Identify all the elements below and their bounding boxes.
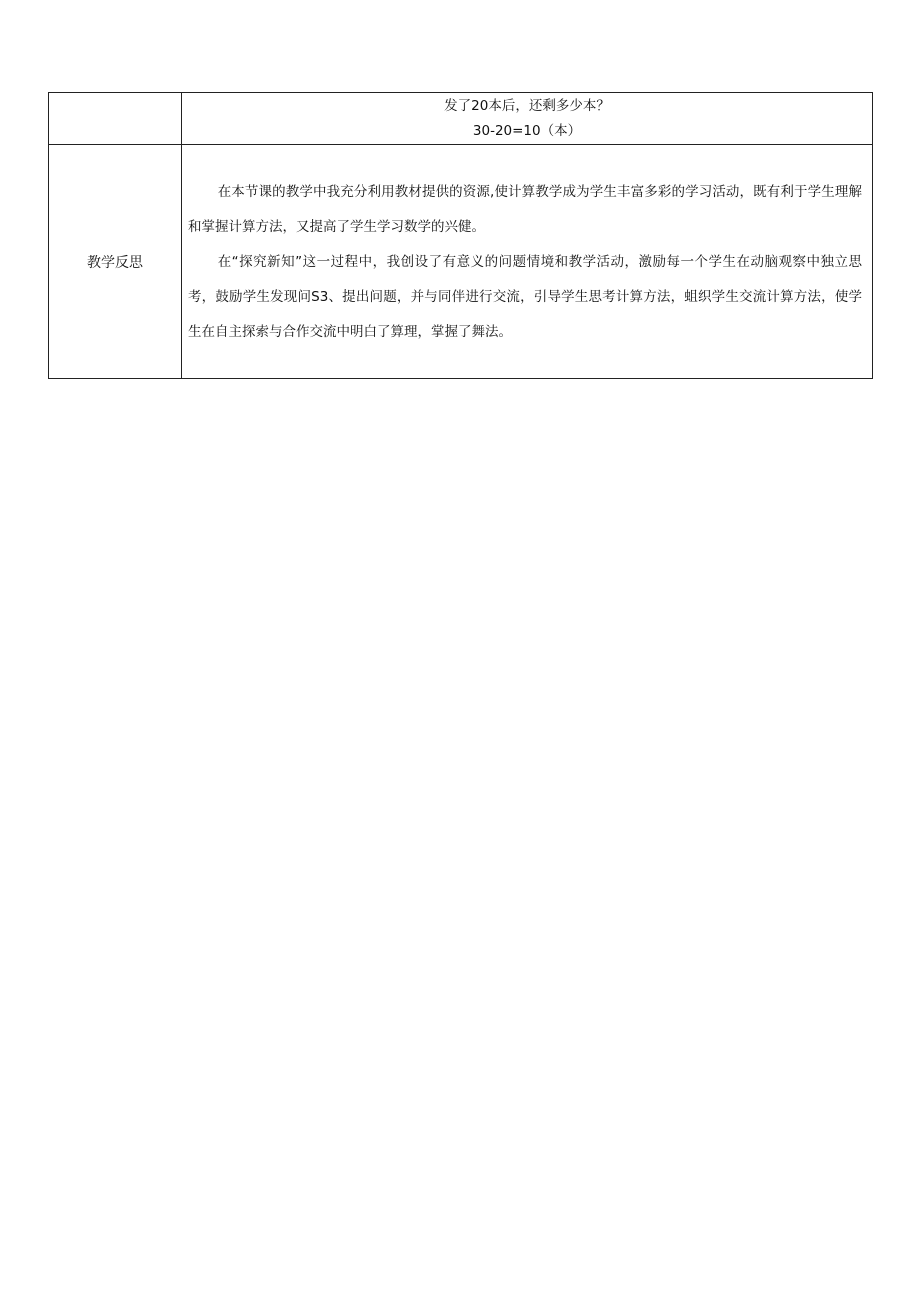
calculation-question: 发了20本后，还剩多少本？: [444, 97, 610, 114]
reflection-label: 教学反思: [49, 145, 182, 379]
calculation-equation: 30-20=10（本）: [472, 122, 582, 139]
reflection-content-cell: [182, 145, 873, 379]
reflection-paragraph-1: 在本节课的教学中我充分利用教材提供的资源,使计算教学成为学生丰富多彩的学习活动，既有利于学生理解和掌握计算方法，又提高了学生学习数学的兴健。: [188, 184, 862, 235]
lesson-table: [48, 92, 873, 379]
calculation-content-cell: [182, 93, 873, 145]
reflection-row: [49, 145, 873, 379]
calculation-label-cell: [49, 93, 182, 145]
calculation-row: [49, 93, 873, 145]
reflection-paragraph-2: 在“探究新知”这一过程中，我创设了有意义的问题情境和教学活动，激励每一个学生在动脑观察中独立思考，鼓励学生发现问S3、提出问题，并与同伴进行交流，引导学生思考计算方法，蛆织学生交流计算方法，使学生在自主探索与合作交流中明白了算理，掌握了舞法。: [188, 254, 862, 340]
